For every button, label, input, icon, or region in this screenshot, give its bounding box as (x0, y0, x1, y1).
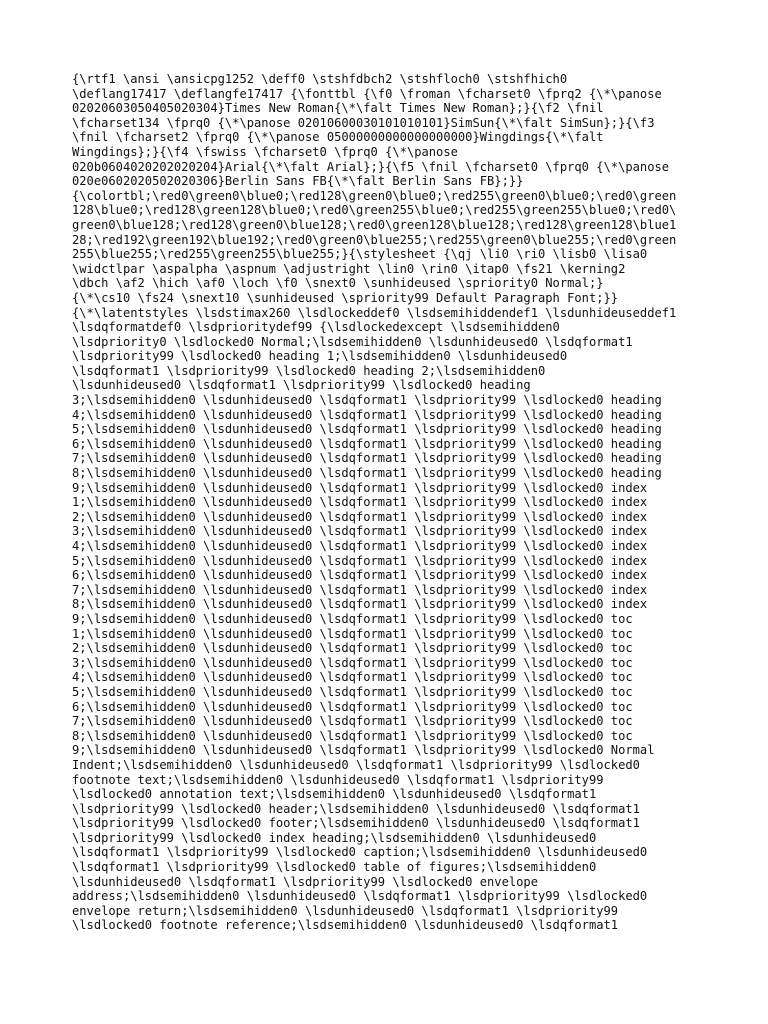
text-line: 6;\lsdsemihidden0 \lsdunhideused0 \lsdqformat1 \lsdpriority99 \lsdlocked0 heading (72, 436, 662, 451)
text-line: \dbch \af2 \hich \af0 \loch \f0 \snext0 \sunhideused \spriority0 Normal;} (72, 276, 604, 291)
text-line: 255\blue255;\red255\green255\blue255;}{\stylesheet {\qj \li0 \ri0 \lisb0 \lisa0 (72, 247, 648, 262)
text-line: 3;\lsdsemihidden0 \lsdunhideused0 \lsdqformat1 \lsdpriority99 \lsdlocked0 heading (72, 393, 662, 408)
text-line: 1;\lsdsemihidden0 \lsdunhideused0 \lsdqformat1 \lsdpriority99 \lsdlocked0 toc (72, 626, 633, 641)
text-line: 3;\lsdsemihidden0 \lsdunhideused0 \lsdqformat1 \lsdpriority99 \lsdlocked0 index (72, 524, 648, 539)
text-line: \deflang17417 \deflangfe17417 {\fonttbl {\f0 \froman \fcharset0 \fprq2 {\*\panose (72, 86, 662, 101)
text-line: 02020603050405020304}Times New Roman{\*\falt Times New Roman};}{\f2 \fnil (72, 101, 604, 116)
text-line: {\rtf1 \ansi \ansicpg1252 \deff0 \stshfdbch2 \stshfloch0 \stshfhich0 (72, 72, 568, 86)
text-line: \lsdpriority99 \lsdlocked0 footer;\lsdsemihidden0 \lsdunhideused0 \lsdqformat1 (72, 816, 640, 831)
text-line: Wingdings};}{\f4 \fswiss \fcharset0 \fprq0 {\*\panose (72, 144, 458, 159)
text-line: 2;\lsdsemihidden0 \lsdunhideused0 \lsdqformat1 \lsdpriority99 \lsdlocked0 index (72, 509, 648, 524)
text-line: \lsdlocked0 footnote reference;\lsdsemihidden0 \lsdunhideused0 \lsdqformat1 (72, 918, 619, 933)
text-line: 4;\lsdsemihidden0 \lsdunhideused0 \lsdqformat1 \lsdpriority99 \lsdlocked0 index (72, 539, 648, 553)
text-line: envelope return;\lsdsemihidden0 \lsdunhideused0 \lsdqformat1 \lsdpriority99 (72, 903, 619, 918)
text-line: address;\lsdsemihidden0 \lsdunhideused0 \lsdqformat1 \lsdpriority99 \lsdlocked0 (72, 889, 648, 904)
text-line: \lsdpriority99 \lsdlocked0 heading 1;\lsdsemihidden0 \lsdunhideused0 (72, 349, 568, 364)
text-line: 5;\lsdsemihidden0 \lsdunhideused0 \lsdqformat1 \lsdpriority99 \lsdlocked0 heading (72, 422, 662, 437)
text-line: 9;\lsdsemihidden0 \lsdunhideused0 \lsdqformat1 \lsdpriority99 \lsdlocked0 index (72, 480, 648, 495)
text-line: 6;\lsdsemihidden0 \lsdunhideused0 \lsdqformat1 \lsdpriority99 \lsdlocked0 toc (72, 699, 633, 714)
text-line: \lsdpriority0 \lsdlocked0 Normal;\lsdsemihidden0 \lsdunhideused0 \lsdqformat1 (72, 334, 633, 349)
text-line: 5;\lsdsemihidden0 \lsdunhideused0 \lsdqformat1 \lsdpriority99 \lsdlocked0 index (72, 553, 648, 568)
text-line: 6;\lsdsemihidden0 \lsdunhideused0 \lsdqformat1 \lsdpriority99 \lsdlocked0 index (72, 568, 648, 583)
text-line: \fcharset134 \fprq0 {\*\panose 02010600030101010101}SimSun{\*\falt SimSun};}{\f3 (72, 115, 655, 130)
text-line: footnote text;\lsdsemihidden0 \lsdunhideused0 \lsdqformat1 \lsdpriority99 (72, 772, 604, 787)
text-line: {\colortbl;\red0\green0\blue0;\red128\green0\blue0;\red255\green0\blue0;\red0\green (72, 188, 677, 203)
text-line: 9;\lsdsemihidden0 \lsdunhideused0 \lsdqformat1 \lsdpriority99 \lsdlocked0 Normal (72, 743, 655, 758)
text-line: 4;\lsdsemihidden0 \lsdunhideused0 \lsdqformat1 \lsdpriority99 \lsdlocked0 heading (72, 407, 662, 422)
text-line: \lsdqformatdef0 \lsdprioritydef99 {\lsdlockedexcept \lsdsemihidden0 (72, 320, 560, 335)
text-line: 3;\lsdsemihidden0 \lsdunhideused0 \lsdqformat1 \lsdpriority99 \lsdlocked0 toc (72, 655, 633, 670)
text-line: 8;\lsdsemihidden0 \lsdunhideused0 \lsdqformat1 \lsdpriority99 \lsdlocked0 toc (72, 728, 633, 743)
text-line: 8;\lsdsemihidden0 \lsdunhideused0 \lsdqformat1 \lsdpriority99 \lsdlocked0 heading (72, 466, 662, 481)
text-line: 020b0604020202020204}Arial{\*\falt Arial};}{\f5 \fnil \fcharset0 \fprq0 {\*\panose (72, 159, 670, 174)
text-line: 1;\lsdsemihidden0 \lsdunhideused0 \lsdqformat1 \lsdpriority99 \lsdlocked0 index (72, 495, 648, 510)
text-line: \lsdqformat1 \lsdpriority99 \lsdlocked0 caption;\lsdsemihidden0 \lsdunhideused0 (72, 845, 648, 860)
text-line: 7;\lsdsemihidden0 \lsdunhideused0 \lsdqformat1 \lsdpriority99 \lsdlocked0 index (72, 582, 648, 597)
text-line: 4;\lsdsemihidden0 \lsdunhideused0 \lsdqformat1 \lsdpriority99 \lsdlocked0 toc (72, 670, 633, 685)
text-line: 7;\lsdsemihidden0 \lsdunhideused0 \lsdqformat1 \lsdpriority99 \lsdlocked0 toc (72, 714, 633, 729)
text-line: \lsdpriority99 \lsdlocked0 header;\lsdsemihidden0 \lsdunhideused0 \lsdqformat1 (72, 801, 640, 816)
text-line: 5;\lsdsemihidden0 \lsdunhideused0 \lsdqformat1 \lsdpriority99 \lsdlocked0 toc (72, 684, 633, 699)
text-line: 2;\lsdsemihidden0 \lsdunhideused0 \lsdqformat1 \lsdpriority99 \lsdlocked0 toc (72, 641, 633, 656)
text-line: Indent;\lsdsemihidden0 \lsdunhideused0 \lsdqformat1 \lsdpriority99 \lsdlocked0 (72, 757, 640, 772)
text-line: 128\blue0;\red128\green128\blue0;\red0\green255\blue0;\red255\green255\blue0;\red0\ (72, 203, 677, 218)
text-line: \lsdqformat1 \lsdpriority99 \lsdlocked0 heading 2;\lsdsemihidden0 (72, 363, 546, 378)
text-line: 8;\lsdsemihidden0 \lsdunhideused0 \lsdqformat1 \lsdpriority99 \lsdlocked0 index (72, 597, 648, 612)
text-line: 020e0602020502020306}Berlin Sans FB{\*\falt Berlin Sans FB};}} (72, 174, 524, 189)
text-line: \lsdunhideused0 \lsdqformat1 \lsdpriority99 \lsdlocked0 envelope (72, 874, 538, 889)
text-line: {\*\cs10 \fs24 \snext10 \sunhideused \spriority99 Default Paragraph Font;}} (72, 290, 619, 305)
text-line: 28;\red192\green192\blue192;\red0\green0\blue255;\red255\green0\blue255;\red0\green (72, 232, 677, 247)
text-line: \lsdqformat1 \lsdpriority99 \lsdlocked0 table of figures;\lsdsemihidden0 (72, 860, 597, 875)
text-line: green0\blue128;\red128\green0\blue128;\red0\green128\blue128;\red128\green128\blue1 (72, 217, 677, 232)
text-line: \lsdpriority99 \lsdlocked0 index heading;\lsdsemihidden0 \lsdunhideused0 (72, 830, 597, 845)
text-line: {\*\latentstyles \lsdstimax260 \lsdlockeddef0 \lsdsemihiddendef1 \lsdunhideuseddef1 (72, 305, 677, 320)
text-line: 7;\lsdsemihidden0 \lsdunhideused0 \lsdqformat1 \lsdpriority99 \lsdlocked0 heading (72, 451, 662, 466)
text-line: \lsdlocked0 annotation text;\lsdsemihidden0 \lsdunhideused0 \lsdqformat1 (72, 787, 597, 802)
text-line: \fnil \fcharset2 \fprq0 {\*\panose 05000000000000000000}Wingdings{\*\falt (72, 130, 604, 145)
text-line: \widctlpar \aspalpha \aspnum \adjustright \lin0 \rin0 \itap0 \fs21 \kerning2 (72, 261, 626, 276)
rtf-source-text (72, 72, 702, 933)
text-line: \lsdunhideused0 \lsdqformat1 \lsdpriority99 \lsdlocked0 heading (72, 378, 531, 393)
text-line: 9;\lsdsemihidden0 \lsdunhideused0 \lsdqformat1 \lsdpriority99 \lsdlocked0 toc (72, 611, 633, 626)
